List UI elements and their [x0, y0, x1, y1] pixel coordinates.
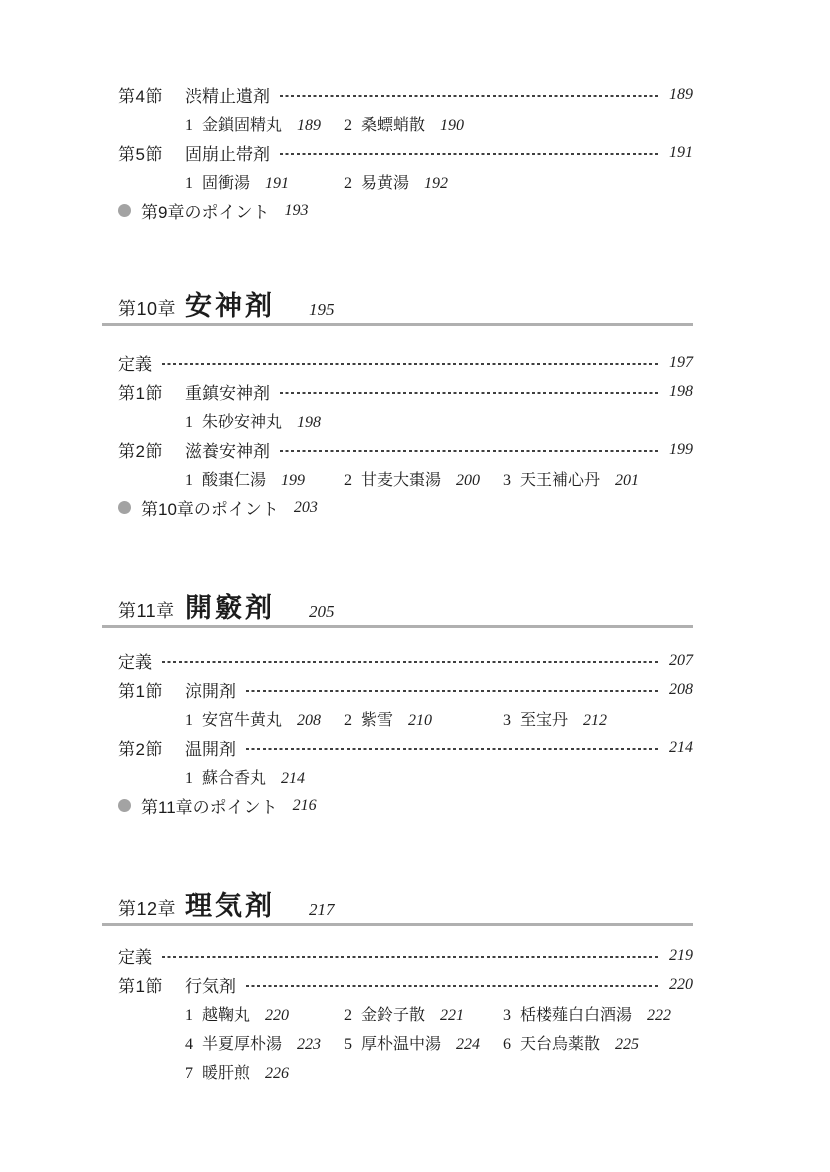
section-row — [118, 733, 693, 762]
formula-item — [185, 765, 693, 788]
page-number: 222 — [647, 1007, 672, 1024]
dot-leader — [162, 956, 660, 958]
definition-row — [118, 941, 693, 970]
section-row — [118, 80, 693, 109]
formula-name: 半夏厚朴湯 — [202, 1036, 283, 1053]
formula-name: 易黄湯 — [361, 175, 410, 192]
formula-number: 4 — [185, 1036, 193, 1053]
formula-name: 天台烏薬散 — [520, 1036, 601, 1053]
section-title: 定義 — [118, 653, 152, 672]
definition-row — [118, 646, 693, 675]
formula-number: 1 — [185, 175, 193, 192]
formula-item — [344, 707, 503, 730]
section-row — [118, 138, 693, 167]
formula-number: 1 — [185, 472, 193, 489]
chapter-title: 安神剤 — [185, 291, 275, 321]
dot-leader — [280, 450, 660, 452]
section-number: 第1節 — [118, 977, 163, 996]
formula-item — [185, 467, 344, 490]
formula-number: 1 — [185, 117, 193, 134]
formula-name: 金鈴子散 — [361, 1007, 426, 1024]
formula-items-row — [118, 1057, 693, 1086]
formula-number: 6 — [503, 1036, 511, 1053]
section-row — [118, 675, 693, 704]
formula-item — [503, 1002, 693, 1025]
page-number: 199 — [669, 440, 693, 458]
formula-item — [185, 707, 344, 730]
page-number: 226 — [265, 1065, 290, 1082]
chapter-heading — [118, 884, 693, 921]
formula-item — [344, 1002, 503, 1025]
formula-number: 3 — [503, 472, 511, 489]
section-title: 渋精止遺剤 — [185, 87, 270, 106]
dot-leader — [246, 985, 660, 987]
formula-number: 2 — [344, 117, 352, 134]
formula-number: 2 — [344, 472, 352, 489]
point-title: 第10章のポイント — [141, 500, 279, 519]
dot-leader — [162, 661, 660, 663]
section-title: 温開剤 — [185, 740, 236, 759]
dot-leader — [162, 363, 660, 365]
section-row — [118, 377, 693, 406]
toc-group — [118, 348, 693, 522]
section-row — [118, 970, 693, 999]
section-number: 第2節 — [118, 442, 163, 461]
page-number: 191 — [265, 175, 290, 192]
section-row — [118, 435, 693, 464]
page-number: 191 — [669, 143, 693, 161]
dot-leader — [280, 392, 660, 394]
formula-items-row — [118, 167, 693, 196]
formula-items-row — [118, 762, 693, 791]
dot-leader — [246, 748, 660, 750]
toc-page — [118, 80, 693, 1086]
page-number: 208 — [297, 712, 322, 729]
definition-row — [118, 348, 693, 377]
page-number: 200 — [456, 472, 481, 489]
formula-name: 暖肝煎 — [202, 1065, 251, 1082]
formula-name: 栝楼薤白白酒湯 — [520, 1007, 633, 1024]
bullet-icon — [118, 799, 131, 812]
chapter-page-number: 195 — [309, 300, 335, 319]
toc-group — [118, 646, 693, 820]
formula-name: 厚朴温中湯 — [361, 1036, 442, 1053]
section-number: 第2節 — [118, 740, 163, 759]
formula-name: 至宝丹 — [520, 712, 569, 729]
dot-leader — [280, 95, 660, 97]
formula-item — [503, 707, 693, 730]
formula-name: 酸棗仁湯 — [202, 472, 267, 489]
formula-number: 1 — [185, 712, 193, 729]
formula-number: 2 — [344, 175, 352, 192]
formula-number: 1 — [185, 770, 193, 787]
chapter-title: 開竅剤 — [185, 593, 275, 623]
formula-item — [503, 1031, 693, 1054]
section-title: 重鎮安神剤 — [185, 384, 270, 403]
formula-name: 天王補心丹 — [520, 472, 601, 489]
page-number: 220 — [669, 975, 693, 993]
chapter-number: 第10章 — [118, 299, 177, 319]
chapter-point-row — [118, 493, 693, 522]
formula-number: 1 — [185, 1007, 193, 1024]
page-number: 198 — [669, 382, 693, 400]
page-number: 212 — [583, 712, 608, 729]
section-number: 第5節 — [118, 145, 163, 164]
section-title: 滋養安神剤 — [185, 442, 270, 461]
formula-name: 紫雪 — [361, 712, 394, 729]
formula-item — [344, 170, 693, 193]
formula-number: 2 — [344, 712, 352, 729]
page-number: 224 — [456, 1036, 481, 1053]
formula-name: 金鎖固精丸 — [202, 117, 283, 134]
chapter-block — [118, 884, 693, 926]
page-number: 190 — [440, 117, 465, 134]
formula-name: 安宮牛黄丸 — [202, 712, 283, 729]
formula-number: 3 — [503, 1007, 511, 1024]
page-number: 225 — [615, 1036, 640, 1053]
page-number: 221 — [440, 1007, 465, 1024]
formula-name: 蘇合香丸 — [202, 770, 267, 787]
chapter-page-number: 217 — [309, 900, 335, 919]
formula-items-row — [118, 109, 693, 138]
formula-item — [185, 1060, 693, 1083]
formula-item — [503, 467, 693, 490]
chapter-rule — [102, 923, 693, 926]
chapter-block — [118, 586, 693, 628]
chapter-page-number: 205 — [309, 602, 335, 621]
chapter-heading — [118, 284, 693, 321]
chapter-title: 理気剤 — [185, 891, 275, 921]
chapter-point-row — [118, 196, 693, 225]
formula-name: 朱砂安神丸 — [202, 414, 283, 431]
toc-group — [118, 941, 693, 1086]
page-number: 199 — [281, 472, 306, 489]
formula-number: 2 — [344, 1007, 352, 1024]
formula-item — [344, 112, 693, 135]
formula-items-row — [118, 999, 693, 1028]
page-number: 207 — [669, 651, 693, 669]
formula-item — [185, 409, 693, 432]
formula-number: 1 — [185, 414, 193, 431]
page-number: 216 — [292, 796, 317, 814]
page-number: 214 — [669, 738, 693, 756]
page-number: 193 — [284, 201, 309, 219]
formula-name: 甘麦大棗湯 — [361, 472, 442, 489]
point-title: 第9章のポイント — [141, 203, 270, 222]
formula-items-row — [118, 406, 693, 435]
formula-name: 固衝湯 — [202, 175, 251, 192]
dot-leader — [246, 690, 660, 692]
formula-item — [185, 1002, 344, 1025]
toc-group — [118, 80, 693, 225]
page-number: 203 — [293, 498, 318, 516]
page-number: 210 — [408, 712, 433, 729]
section-title: 定義 — [118, 948, 152, 967]
section-number: 第4節 — [118, 87, 163, 106]
bullet-icon — [118, 501, 131, 514]
formula-items-row — [118, 1028, 693, 1057]
formula-item — [185, 1031, 344, 1054]
formula-item — [344, 467, 503, 490]
formula-item — [185, 112, 344, 135]
formula-number: 3 — [503, 712, 511, 729]
chapter-rule — [102, 625, 693, 628]
page-number: 189 — [297, 117, 322, 134]
section-title: 涼開剤 — [185, 682, 236, 701]
section-number: 第1節 — [118, 682, 163, 701]
section-title: 固崩止帯剤 — [185, 145, 270, 164]
section-number: 第1節 — [118, 384, 163, 403]
page-number: 220 — [265, 1007, 290, 1024]
formula-number: 5 — [344, 1036, 352, 1053]
page-number: 223 — [297, 1036, 322, 1053]
section-title: 定義 — [118, 355, 152, 374]
formula-name: 越鞠丸 — [202, 1007, 251, 1024]
chapter-point-row — [118, 791, 693, 820]
formula-items-row — [118, 464, 693, 493]
page-number: 197 — [669, 353, 693, 371]
page-number: 208 — [669, 680, 693, 698]
formula-items-row — [118, 704, 693, 733]
section-title: 行気剤 — [185, 977, 236, 996]
formula-item — [185, 170, 344, 193]
page-number: 201 — [615, 472, 640, 489]
bullet-icon — [118, 204, 131, 217]
chapter-rule — [102, 323, 693, 326]
page-number: 198 — [297, 414, 322, 431]
dot-leader — [280, 153, 660, 155]
formula-number: 7 — [185, 1065, 193, 1082]
chapter-number: 第12章 — [118, 899, 177, 919]
chapter-heading — [118, 586, 693, 623]
chapter-block — [118, 284, 693, 326]
chapter-number: 第11章 — [118, 601, 175, 621]
formula-item — [344, 1031, 503, 1054]
page-number: 189 — [669, 85, 693, 103]
point-title: 第11章のポイント — [141, 798, 278, 817]
page-number: 214 — [281, 770, 306, 787]
page-number: 192 — [424, 175, 449, 192]
formula-name: 桑螵蛸散 — [361, 117, 426, 134]
page-number: 219 — [669, 946, 693, 964]
